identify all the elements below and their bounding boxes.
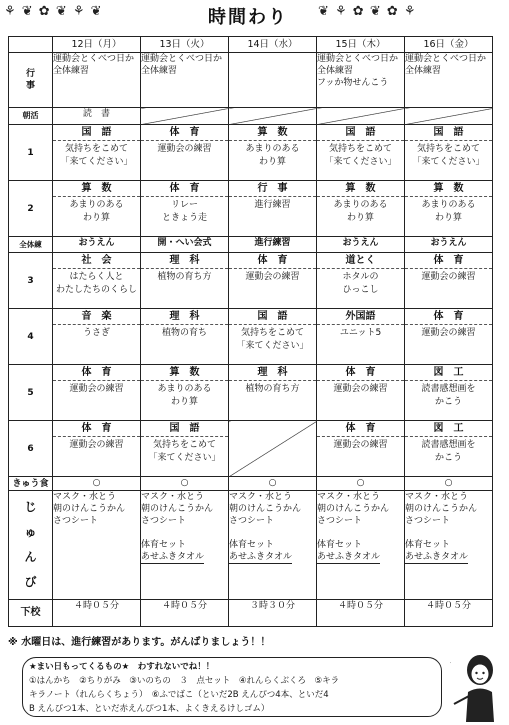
asakatsu-row bbox=[9, 108, 493, 125]
subject: 国 語 bbox=[405, 125, 492, 141]
zentai-row bbox=[9, 237, 493, 253]
kyushoku-row bbox=[9, 477, 493, 491]
class-cell: 算 数 あまりのある わり算 bbox=[317, 181, 405, 237]
period-row bbox=[9, 309, 493, 365]
wednesday-note: ※ 水曜日は、進行練習があります。がんばりましょう！！ bbox=[8, 637, 271, 648]
class-cell: 体 育 運動会の練習 bbox=[405, 309, 493, 365]
class-cell: 体 育 リレー ときょう走 bbox=[141, 181, 229, 237]
class-cell: 国 語 気持ちをこめて 「来てください」 bbox=[405, 125, 493, 181]
period-row bbox=[9, 253, 493, 309]
class-cell: 体 育 運動会の練習 bbox=[53, 421, 141, 477]
kyushoku-mark: ○ bbox=[405, 477, 493, 491]
kyushoku-mark: ○ bbox=[317, 477, 405, 491]
period-number: 5 bbox=[9, 365, 53, 421]
asakatsu-label: 朝活 bbox=[9, 108, 53, 125]
period-row bbox=[9, 421, 493, 477]
flower-decoration-right: ❦ ⚘ ✿ ❦ ✿ ⚘ bbox=[318, 4, 417, 19]
class-cell: 社 会 はたらく人と わたしたちのくらし bbox=[53, 253, 141, 309]
subject: 体 育 bbox=[317, 421, 404, 437]
event-cell bbox=[229, 53, 317, 108]
empty-cell bbox=[229, 421, 317, 477]
subject: 体 育 bbox=[405, 253, 492, 269]
day-header-row bbox=[9, 37, 493, 53]
day-header: 12日（月） bbox=[53, 37, 141, 53]
period-number: 3 bbox=[9, 253, 53, 309]
subject: 国 語 bbox=[141, 421, 228, 437]
junbi-label: じ ゅ ん び bbox=[9, 491, 53, 600]
subject: 算 数 bbox=[405, 181, 492, 197]
period-row bbox=[9, 125, 493, 181]
day-header: 14日（水） bbox=[229, 37, 317, 53]
class-cell: 体 育 運動会の練習 bbox=[405, 253, 493, 309]
class-cell: 算 数 あまりのある わり算 bbox=[229, 125, 317, 181]
bring-cell: マスク・水とう 朝のけんこうかん さつシート 体育セット あせふきタオル bbox=[317, 491, 405, 600]
events-label: 行 事 bbox=[9, 53, 53, 108]
class-cell: 算 数 あまりのある わり算 bbox=[53, 181, 141, 237]
empty-cell bbox=[405, 108, 493, 125]
flower-decoration-left: ⚘ ❦ ✿ ❦ ⚘ ❦ bbox=[4, 4, 103, 19]
kyushoku-mark: ○ bbox=[53, 477, 141, 491]
header bbox=[0, 0, 509, 28]
class-cell: 国 語 気持ちをこめて 「来てください」 bbox=[141, 421, 229, 477]
subject: 算 数 bbox=[317, 181, 404, 197]
reminder-line: B えんぴつ1本、といだ赤えんぴつ1本、よくきえるけしゴム） bbox=[29, 704, 270, 714]
subject: 体 育 bbox=[53, 365, 140, 381]
zentai-cell: おうえん bbox=[53, 237, 141, 253]
period-number: 2 bbox=[9, 181, 53, 237]
empty-cell bbox=[317, 108, 405, 125]
bring-cell: マスク・水とう 朝のけんこうかん さつシート 体育セット あせふきタオル bbox=[405, 491, 493, 600]
kyushoku-label: きゅう食 bbox=[9, 477, 53, 491]
period-row bbox=[9, 181, 493, 237]
page-title: 時間わり bbox=[208, 7, 288, 28]
period-number: 1 bbox=[9, 125, 53, 181]
subject: 体 育 bbox=[405, 309, 492, 325]
gekou-time: ３時３０分 bbox=[229, 600, 317, 627]
class-cell: 行 事 進行練習 bbox=[229, 181, 317, 237]
face bbox=[471, 664, 489, 684]
subject: 社 会 bbox=[53, 253, 140, 269]
class-cell: 外国語 ユニット5 bbox=[317, 309, 405, 365]
subject: 国 語 bbox=[317, 125, 404, 141]
period-number: 6 bbox=[9, 421, 53, 477]
subject: 図 工 bbox=[405, 421, 492, 437]
subject: 理 科 bbox=[229, 365, 316, 381]
subject: 理 科 bbox=[141, 253, 228, 269]
class-cell: 図 工 読書感想画を かこう bbox=[405, 365, 493, 421]
class-cell: 図 工 読書感想画を かこう bbox=[405, 421, 493, 477]
bring-cell: マスク・水とう 朝のけんこうかん さつシート 体育セット あせふきタオル bbox=[229, 491, 317, 600]
period-number: 4 bbox=[9, 309, 53, 365]
gekou-time: ４時０５分 bbox=[405, 600, 493, 627]
subject: 理 科 bbox=[141, 309, 228, 325]
subject: 外国語 bbox=[317, 309, 404, 325]
event-cell: 運動会とくべつ日か 全体練習 bbox=[405, 53, 493, 108]
eye-left bbox=[475, 672, 477, 674]
empty-cell bbox=[229, 108, 317, 125]
pointer bbox=[454, 696, 469, 704]
bring-cell: マスク・水とう 朝のけんこうかん さつシート bbox=[53, 491, 141, 600]
subject: 体 育 bbox=[141, 125, 228, 141]
kyushoku-mark: ○ bbox=[141, 477, 229, 491]
subject: 体 育 bbox=[317, 365, 404, 381]
gekou-label: 下校 bbox=[9, 600, 53, 627]
class-cell: 体 育 運動会の練習 bbox=[317, 365, 405, 421]
subject: 図 工 bbox=[405, 365, 492, 381]
class-cell: 算 数 あまりのある わり算 bbox=[141, 365, 229, 421]
subject: 算 数 bbox=[229, 125, 316, 141]
class-cell: 音 楽 うさぎ bbox=[53, 309, 141, 365]
class-cell: 体 育 運動会の練習 bbox=[229, 253, 317, 309]
eye-right bbox=[482, 672, 484, 674]
gekou-row bbox=[9, 600, 493, 627]
class-cell: 理 科 植物の育ち bbox=[141, 309, 229, 365]
day-header: 16日（金） bbox=[405, 37, 493, 53]
gekou-time: ４時０５分 bbox=[317, 600, 405, 627]
subject: 算 数 bbox=[53, 181, 140, 197]
day-header: 15日（木） bbox=[317, 37, 405, 53]
gekou-time: ４時０５分 bbox=[53, 600, 141, 627]
zentai-label: 全体練 bbox=[9, 237, 53, 253]
zentai-cell: 開・へい会式 bbox=[141, 237, 229, 253]
body bbox=[466, 689, 494, 723]
class-cell: 道とく ホタルの ひっこし bbox=[317, 253, 405, 309]
subject: 音 楽 bbox=[53, 309, 140, 325]
period-row bbox=[9, 365, 493, 421]
corner-cell bbox=[9, 37, 53, 53]
bring-cell: マスク・水とう 朝のけんこうかん さつシート 体育セット あせふきタオル bbox=[141, 491, 229, 600]
event-cell: 運動会とくべつ日か 全体練習 フッか物せんこう bbox=[317, 53, 405, 108]
gekou-time: ４時０５分 bbox=[141, 600, 229, 627]
class-cell: 理 科 植物の育ち方 bbox=[229, 365, 317, 421]
reminder-bubble bbox=[22, 657, 442, 717]
class-cell: 体 育 運動会の練習 bbox=[53, 365, 141, 421]
subject: 行 事 bbox=[229, 181, 316, 197]
class-cell: 理 科 植物の育ち方 bbox=[141, 253, 229, 309]
reminder-line: ①はんかち ②ちりがみ ③いのちの ３ 点セット ④れんらくぶくろ ⑤キラ bbox=[29, 676, 340, 686]
day-header: 13日（火） bbox=[141, 37, 229, 53]
zentai-cell: おうえん bbox=[405, 237, 493, 253]
junbi-row bbox=[9, 491, 493, 600]
empty-cell bbox=[141, 108, 229, 125]
subject: 体 育 bbox=[53, 421, 140, 437]
reminder-line: ★まい日もってくるもの★ わすれないでね！！ bbox=[29, 662, 215, 672]
class-cell: 国 語 気持ちをこめて 「来てください」 bbox=[229, 309, 317, 365]
class-cell: 国 語 気持ちをこめて 「来てください」 bbox=[317, 125, 405, 181]
subject: 国 語 bbox=[229, 309, 316, 325]
timetable bbox=[8, 36, 493, 627]
event-cell: 運動会とくべつ日か 全体練習 bbox=[141, 53, 229, 108]
class-cell: 体 育 運動会の練習 bbox=[317, 421, 405, 477]
events-row bbox=[9, 53, 493, 108]
class-cell: 国 語 気持ちをこめて 「来てください」 bbox=[53, 125, 141, 181]
teacher-illustration bbox=[450, 652, 502, 722]
zentai-cell: 進行練習 bbox=[229, 237, 317, 253]
reminder-line: キラノート（れんらくちょう） ⑥ふでばこ（といだ2B えんぴつ4本、といだ4 bbox=[29, 690, 329, 700]
subject: 体 育 bbox=[141, 181, 228, 197]
class-cell: 算 数 あまりのある わり算 bbox=[405, 181, 493, 237]
asakatsu-cell: 読 書 bbox=[53, 108, 141, 125]
zentai-cell: おうえん bbox=[317, 237, 405, 253]
kyushoku-mark: ○ bbox=[229, 477, 317, 491]
subject: 道とく bbox=[317, 253, 404, 269]
subject: 国 語 bbox=[53, 125, 140, 141]
subject: 算 数 bbox=[141, 365, 228, 381]
class-cell: 体 育 運動会の練習 bbox=[141, 125, 229, 181]
event-cell: 運動会とくべつ日か 全体練習 bbox=[53, 53, 141, 108]
subject: 体 育 bbox=[229, 253, 316, 269]
